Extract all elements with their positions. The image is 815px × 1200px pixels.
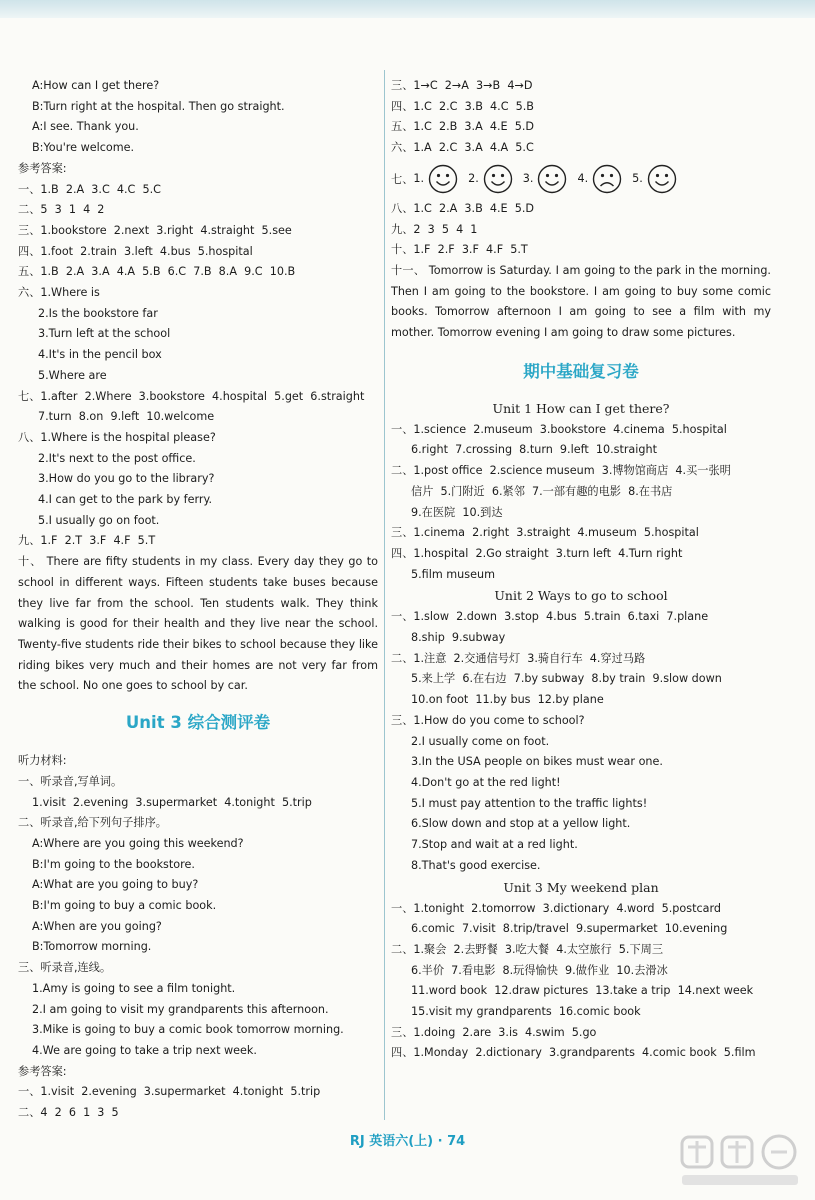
- dialogue-line: B:You're welcome.: [32, 141, 135, 155]
- answer-line: 5.I must pay attention to the traffic lights!: [411, 796, 648, 810]
- answer-line: 四、1.C 2.C 3.B 4.C 5.B: [391, 99, 534, 113]
- question-line: 4.We are going to take a trip next week.: [32, 1043, 257, 1057]
- answer-line: 2.I usually come on foot.: [411, 734, 550, 748]
- dialogue-line: B:I'm going to the bookstore.: [32, 857, 195, 871]
- question-title: 二、听录音,给下列句子排序。: [18, 816, 167, 830]
- answer-line: 4.It's in the pencil box: [38, 348, 162, 362]
- answer-line: 二、5 3 1 4 2: [18, 203, 105, 217]
- answer-line: 6.comic 7.visit 8.trip/travel 9.supermarket 10.evening: [411, 922, 728, 936]
- unit1-title: Unit 1 How can I get there?: [492, 400, 670, 416]
- dialogue-line: A:How can I get there?: [32, 79, 160, 92]
- answer-line: 四、1.hospital 2.Go straight 3.turn left 4.Turn right: [391, 546, 683, 560]
- answer-line: 一、1.tonight 2.tomorrow 3.dictionary 4.word 5.postcard: [391, 901, 721, 915]
- answer-line: 一、1.B 2.A 3.C 4.C 5.C: [18, 182, 161, 196]
- face-num: 5.: [632, 172, 643, 186]
- happy-face-icon: [537, 164, 567, 194]
- answer-line: 11.word book 12.draw pictures 13.take a trip 14.next week: [411, 984, 754, 998]
- dialogue-line: B:I'm going to buy a comic book.: [32, 899, 217, 913]
- answer-line: 6.半价 7.看电影 8.玩得愉快 9.做作业 10.去滑冰: [411, 963, 668, 977]
- answer-line: 九、2 3 5 4 1: [391, 222, 478, 236]
- page-footer: RJ 英语六(上) · 74: [349, 1134, 466, 1149]
- answer-line: 一、1.slow 2.down 3.stop 4.bus 5.train 6.taxi 7.plane: [391, 610, 709, 624]
- answer-line: 二、1.聚会 2.去野餐 3.吃大餐 4.太空旅行 5.下周三: [391, 942, 664, 956]
- midterm-section-title: 期中基础复习卷: [523, 361, 639, 381]
- dialogue-line: B:Turn right at the hospital. Then go straight.: [32, 99, 285, 113]
- face-num: 1.: [413, 172, 425, 186]
- answer-line: 四、1.Monday 2.dictionary 3.grandparents 4.comic book 5.film: [391, 1046, 756, 1060]
- answer-line: 六、1.A 2.C 3.A 4.A 5.C: [391, 141, 534, 155]
- answer-line: 信片 5.门附近 6.紧邻 7.一部有趣的电影 8.在书店: [411, 484, 673, 498]
- answer-line: 三、1.bookstore 2.next 3.right 4.straight 5.see: [18, 223, 292, 237]
- answer-line: 一、1.visit 2.evening 3.supermarket 4.tonight 5.trip: [18, 1085, 321, 1099]
- top-color-strip: [0, 0, 815, 18]
- answer-line: 7.turn 8.on 9.left 10.welcome: [38, 410, 215, 424]
- answer-line: 一、1.science 2.museum 3.bookstore 4.cinema 5.hospital: [391, 422, 727, 436]
- question-line: 1.visit 2.evening 3.supermarket 4.tonight 5.trip: [32, 795, 312, 809]
- answer-line: 2.It's next to the post office.: [38, 451, 196, 465]
- essay-paragraph: 十一、 Tomorrow is Saturday. I am going to the park in the morning. Then I am going to the bookstore. I am going to buy some comic books. Tomorrow afternoon I am going to see a film with my mother. Tomorrow evening I am going to draw some pictures.: [391, 263, 771, 340]
- answer-line: 七、1.after 2.Where 3.bookstore 4.hospital 5.get 6.straight: [18, 389, 365, 403]
- dialogue-line: B:Tomorrow morning.: [32, 940, 152, 954]
- unit3-section-title: Unit 3 综合测评卷: [125, 713, 271, 733]
- answer-line: 3.In the USA people on bikes must wear one.: [411, 755, 663, 769]
- right-column: [391, 76, 771, 1064]
- answer-line: 八、1.C 2.A 3.B 4.E 5.D: [391, 201, 535, 215]
- answer-line: 五、1.C 2.B 3.A 4.E 5.D: [391, 120, 535, 134]
- answer-line: 5.来上学 6.在右边 7.by subway 8.by train 9.slow down: [411, 672, 722, 686]
- answer-line: 9.在医院 10.到达: [411, 505, 503, 519]
- answer-line: 4.I can get to the park by ferry.: [38, 493, 213, 507]
- question-line: 3.Mike is going to buy a comic book tomorrow morning.: [32, 1023, 344, 1037]
- answer-line: 十、1.F 2.F 3.F 4.F 5.T: [391, 243, 528, 257]
- answers-label: 参考答案:: [18, 1064, 67, 1078]
- dialogue-line: A:What are you going to buy?: [32, 878, 199, 892]
- answer-line: 五、1.B 2.A 3.A 4.A 5.B 6.C 7.B 8.A 9.C 10.B: [18, 265, 296, 279]
- answers-label: 参考答案:: [18, 161, 67, 175]
- listening-label: 听力材料:: [18, 754, 67, 768]
- happy-face-icon: [428, 164, 458, 194]
- answer-line: 7.Stop and wait at a red light.: [411, 838, 578, 852]
- face-num: 2.: [468, 172, 479, 186]
- answer-line: 6.Slow down and stop at a yellow light.: [411, 817, 631, 831]
- answer-line: 3.Turn left at the school: [38, 327, 171, 341]
- answer-line: 二、4 2 6 1 3 5: [18, 1106, 119, 1120]
- happy-face-icon: [483, 164, 513, 194]
- answer-line: 九、1.F 2.T 3.F 4.F 5.T: [18, 534, 156, 548]
- column-divider: [384, 70, 385, 1120]
- happy-face-icon: [647, 164, 677, 194]
- question-line: 1.Amy is going to see a film tonight.: [32, 981, 236, 995]
- answer-line: 三、1→C 2→A 3→B 4→D: [391, 79, 533, 92]
- faces-prefix: 七、: [391, 172, 414, 186]
- answer-line: 二、1.post office 2.science museum 3.博物馆商店 4.买一张明: [391, 464, 731, 478]
- left-column: [18, 76, 378, 1124]
- dialogue-line: A:I see. Thank you.: [32, 120, 139, 134]
- answer-line: 六、1.Where is: [18, 286, 100, 300]
- answer-line: 8.ship 9.subway: [411, 631, 506, 645]
- answer-line: 5.film museum: [411, 567, 495, 581]
- answer-line: 三、1.How do you come to school?: [391, 713, 585, 727]
- answer-line: 4.Don't go at the red light!: [411, 775, 561, 789]
- face-num: 4.: [577, 172, 589, 186]
- unit2-title: Unit 2 Ways to go to school: [494, 588, 668, 604]
- answer-line: 5.I usually go on foot.: [38, 513, 160, 527]
- answer-line: 三、1.doing 2.are 3.is 4.swim 5.go: [391, 1025, 597, 1039]
- question-title: 三、听录音,连线。: [18, 961, 112, 975]
- watermark-logo: [676, 1133, 804, 1191]
- essay-paragraph: 十、 There are fifty students in my class. Every day they go to school in different ways. Fifteen students take buses because they live far from the school. Ten students walk. They think walking is good for their health and they live near the school. Twenty-five students ride their bikes to school because they like riding bikes very much and their homes are not very far from the school. No one goes to school by car.: [18, 555, 378, 693]
- dialogue-line: A:Where are you going this weekend?: [32, 836, 244, 850]
- answer-line: 二、1.注意 2.交通信号灯 3.骑自行车 4.穿过马路: [391, 651, 646, 665]
- answer-line: 6.right 7.crossing 8.turn 9.left 10.straight: [411, 443, 657, 457]
- answer-line: 5.Where are: [38, 368, 107, 382]
- dialogue-line: A:When are you going?: [32, 919, 162, 933]
- unit3-title: Unit 3 My weekend plan: [503, 879, 659, 895]
- answer-line: 3.How do you go to the library?: [38, 472, 215, 486]
- face-num: 3.: [522, 172, 534, 186]
- answer-line: 2.Is the bookstore far: [38, 306, 158, 320]
- answer-line: 四、1.foot 2.train 3.left 4.bus 5.hospital: [18, 244, 253, 258]
- sad-face-icon: [592, 164, 622, 194]
- answer-line: 三、1.cinema 2.right 3.straight 4.museum 5.hospital: [391, 526, 699, 540]
- answer-line: 15.visit my grandparents 16.comic book: [411, 1005, 641, 1019]
- answer-line: 八、1.Where is the hospital please?: [18, 430, 216, 444]
- faces-answer-row: [391, 159, 771, 199]
- answer-line: 8.That's good exercise.: [411, 858, 541, 872]
- answer-line: 10.on foot 11.by bus 12.by plane: [411, 693, 604, 707]
- question-title: 一、听录音,写单词。: [18, 774, 123, 788]
- question-line: 2.I am going to visit my grandparents this afternoon.: [32, 1002, 329, 1016]
